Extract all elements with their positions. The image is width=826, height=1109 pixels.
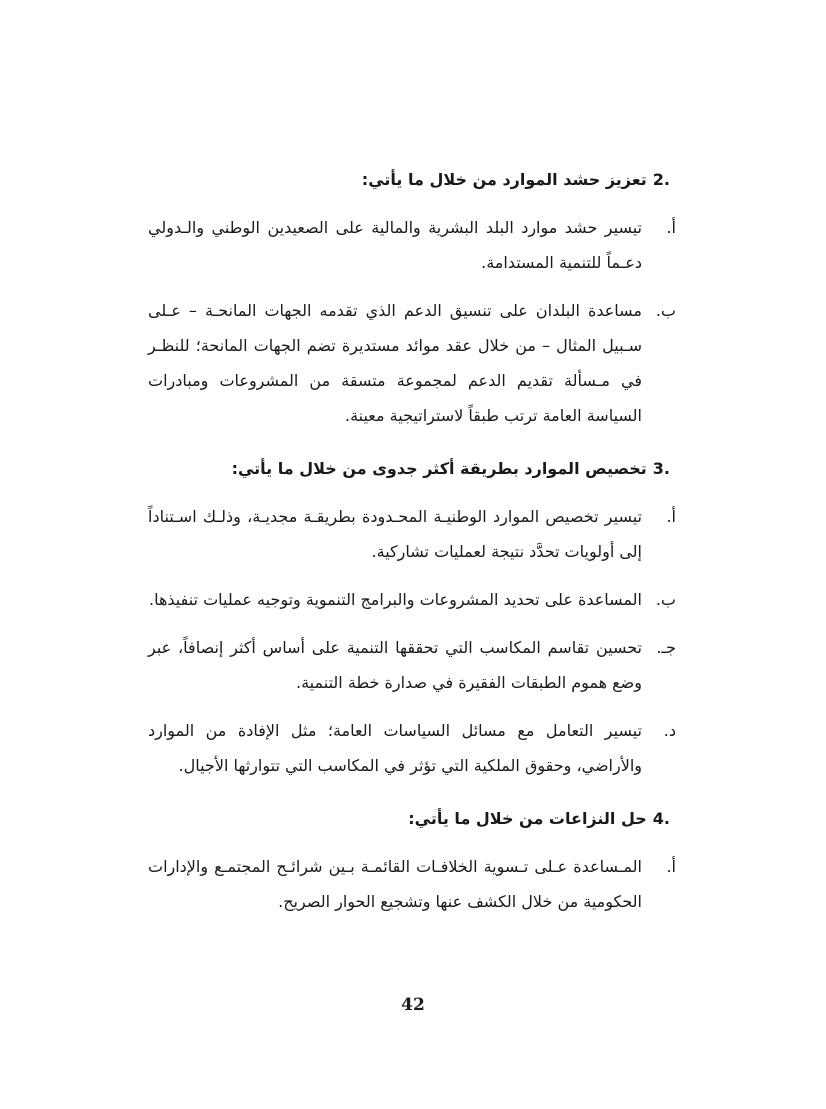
list-item (148, 713, 676, 783)
section-title: تخصيص الموارد بطريقة أكثر جدوى من خلال ما يأتي: (231, 459, 647, 478)
list-item (148, 499, 676, 569)
section-heading (148, 160, 670, 200)
list-marker: أ. (666, 507, 676, 526)
list-marker: أ. (666, 857, 676, 876)
section-heading (148, 449, 670, 489)
list-marker: جـ. (656, 638, 676, 657)
section-conflict-resolution (148, 799, 676, 919)
list-item-text: المـساعدة عـلى تـسوية الخلافـات القائمـة بـين شرائـح المجتمـع والإدارات الحكومية من خلال الكشف عنها وتشجيع الحوار الصريح. (148, 857, 642, 911)
list-item (148, 582, 676, 617)
list-item-text: تيسير تخصيص الموارد الوطنيـة المحـدودة بطريقـة مجديـة، وذلـك اسـتناداً إلى أولويات تحدَّد نتيجة لعمليات تشاركية. (148, 507, 642, 561)
list-item-text: المساعدة على تحديد المشروعات والبرامج التنموية وتوجيه عمليات تنفيذها. (149, 590, 642, 609)
list-item-text: تيسير حشد موارد البلد البشرية والمالية على الصعيدين الوطني والـدولي دعـماً للتنمية المستدامة. (148, 218, 642, 272)
list-marker: ب. (655, 301, 676, 320)
section-resource-allocation (148, 449, 676, 783)
list-marker: د. (663, 721, 676, 740)
list-marker: ب. (655, 590, 676, 609)
page-number: 42 (401, 995, 425, 1015)
section-resource-mobilization (148, 160, 676, 433)
section-number: 3. (652, 459, 670, 478)
section-number: 2. (652, 170, 670, 189)
section-number: 4. (652, 809, 670, 828)
list-item (148, 293, 676, 433)
list-item-text: تحسين تقاسم المكاسب التي تحققها التنمية على أساس أكثر إنصافاً، عبر وضع هموم الطبقات الفقيرة في صدارة خطة التنمية. (148, 638, 642, 692)
list-marker: أ. (666, 218, 676, 237)
section-heading (148, 799, 670, 839)
list-item-text: تيسير التعامل مع مسائل السياسات العامة؛ مثل الإفادة من الموارد والأراضي، وحقوق الملكية التي تؤثر في المكاسب التي تتوارثها الأجيال. (148, 721, 642, 775)
list-item (148, 630, 676, 700)
list-item (148, 849, 676, 919)
section-title: حل النزاعات من خلال ما يأتي: (408, 809, 647, 828)
list-item (148, 210, 676, 280)
list-item-text: مساعدة البلدان على تنسيق الدعم الذي تقدمه الجهات المانحـة – عـلى سـبيل المثال – من خلال عقد موائد مستديرة تضم الجهات المانحة؛ للنظـر في مـسألة تقديم الدعم لمجموعة متسقة من المشروعات ومبادرات السياسة العامة ترتب طبقاً لاستراتيجية معينة. (148, 301, 642, 425)
section-title: تعزيز حشد الموارد من خلال ما يأتي: (361, 170, 647, 189)
page-body (148, 160, 676, 935)
